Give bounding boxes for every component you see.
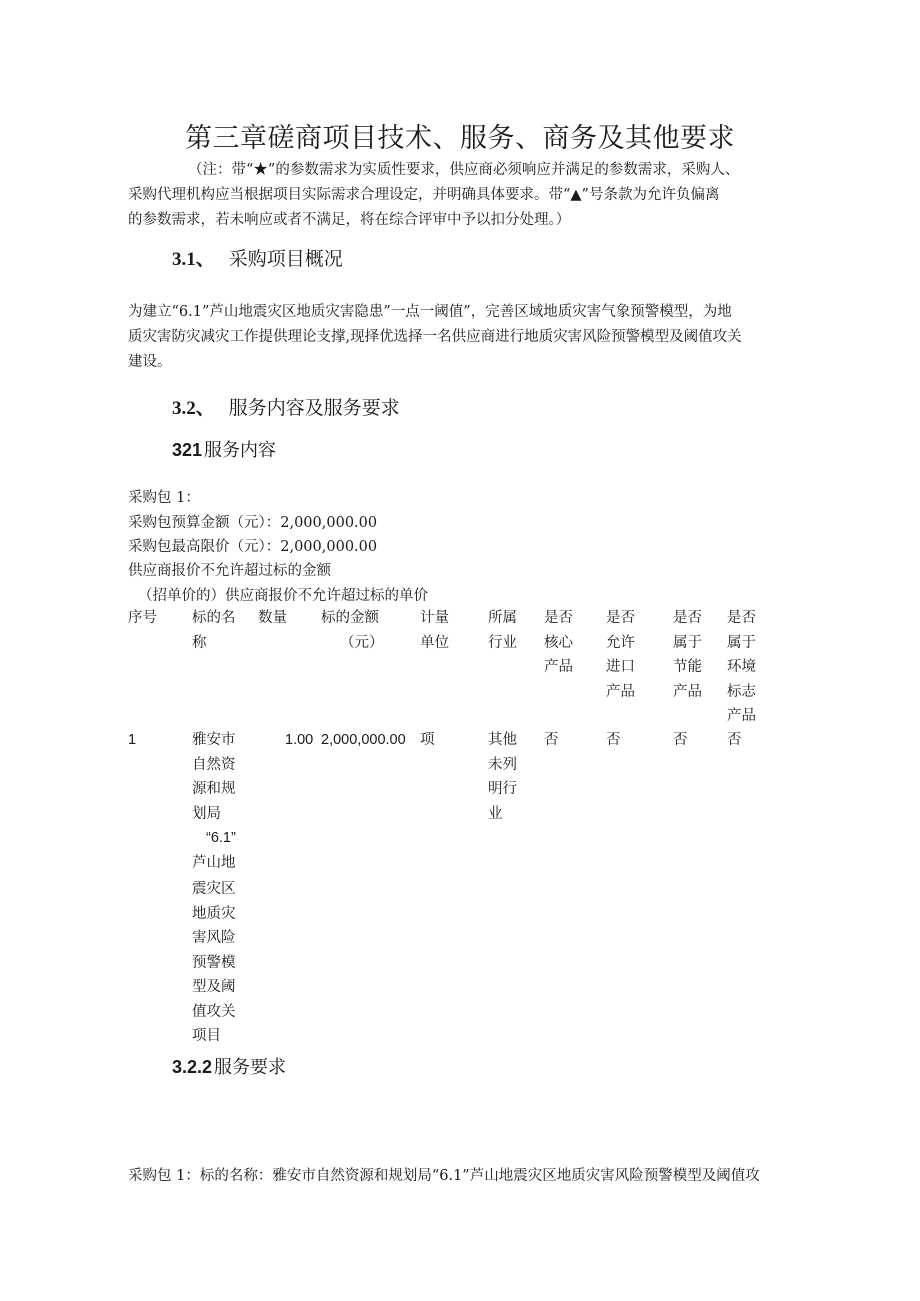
project-overview <box>128 300 793 375</box>
cell-text: 芦山地 <box>192 854 236 871</box>
header-text: 是否 <box>673 610 702 626</box>
header-text: 产品 <box>727 708 756 724</box>
cell-industry <box>488 728 517 826</box>
section-title: 服务内容 <box>204 440 277 461</box>
cell-amount: 2,000,000.00 <box>321 732 406 748</box>
header-text: 单位 <box>420 634 449 651</box>
section-number: 3.2.2 <box>172 1057 213 1077</box>
section-title: 服务内容及服务要求 <box>228 397 400 419</box>
cell-text: 未列 <box>488 756 517 773</box>
note-line-3: 的参数需求，若未响应或者不满足，将在综合评审中予以扣分处理。） <box>128 212 571 228</box>
header-unit <box>420 606 449 655</box>
cell-text: 其他 <box>488 732 517 748</box>
header-text: 标志 <box>727 683 756 700</box>
header-text: 序号 <box>128 610 157 626</box>
cell-energy: 否 <box>673 732 688 748</box>
header-text: 是否 <box>606 610 635 626</box>
cell-name-continued <box>192 877 236 1049</box>
header-text: 数量 <box>258 610 287 626</box>
header-text: 环境 <box>727 659 756 675</box>
package-rule-2: （招单价的）供应商报价不允许超过标的单价 <box>138 588 428 604</box>
cell-unit: 项 <box>420 732 435 748</box>
header-text: 计量 <box>420 610 449 626</box>
header-text: 是否 <box>544 610 573 626</box>
section-title: 采购项目概况 <box>228 248 343 270</box>
header-energy <box>673 606 702 704</box>
header-text: 称 <box>192 634 207 651</box>
header-text: 所属 <box>488 610 517 626</box>
cell-qty: 1.00 <box>285 732 314 748</box>
section-3-1-heading <box>172 244 343 271</box>
page-title: 第三章磋商项目技术、服务、商务及其他要求 <box>185 123 735 154</box>
header-text: 标的名 <box>192 610 236 626</box>
cell-text: 明行 <box>488 781 517 797</box>
header-text: 产品 <box>544 659 573 675</box>
header-text: 标的金额 <box>321 610 379 626</box>
section-3-2-1-heading <box>172 436 276 462</box>
overview-line-2: 质灾害防灾减灾工作提供理论支撑,现择优选择一名供应商进行地质灾害风险预警模型及阈值攻关 <box>128 329 742 345</box>
header-qty <box>258 606 287 631</box>
cell-text: 震灾区 <box>192 881 236 897</box>
requirement-note <box>128 158 793 233</box>
cell-text: 业 <box>488 805 503 822</box>
cell-seq: 1 <box>128 732 137 748</box>
header-text: 产品 <box>606 683 635 700</box>
cell-core: 否 <box>544 732 559 748</box>
header-text: 属于 <box>673 634 702 651</box>
cell-text: 自然资 <box>192 756 236 773</box>
cell-text: 值攻关 <box>192 1003 236 1020</box>
package-rule-1: 供应商报价不允许超过标的金额 <box>128 563 331 579</box>
header-text: 产品 <box>673 683 702 700</box>
section-number: 3.2、 <box>172 398 215 419</box>
header-text: 属于 <box>727 634 756 651</box>
section-title: 服务要求 <box>214 1057 287 1078</box>
header-amount <box>321 606 384 655</box>
section-number: 321 <box>172 440 203 460</box>
section-3-2-heading <box>172 393 400 420</box>
overview-line-1: 为建立“6.1”芦山地震灾区地质灾害隐患”一点一阈值”，完善区域地质灾害气象预警模型，为地 <box>128 304 732 320</box>
header-text: 是否 <box>727 610 756 626</box>
header-text: 节能 <box>673 659 702 675</box>
header-text: 允许 <box>606 634 635 651</box>
header-eco <box>727 606 756 729</box>
package-label: 采购包 1： <box>128 490 200 506</box>
cell-text: 源和规 <box>192 781 236 797</box>
header-text: 核心 <box>544 634 573 651</box>
cell-import: 否 <box>606 732 621 748</box>
package-max-price: 采购包最高限价（元）：2,000,000.00 <box>128 539 378 555</box>
note-line-2: 采购代理机构应当根据项目实际需求合理设定，并明确具体要求。带“▲”号条款为允许负偏离 <box>128 187 720 203</box>
section-3-2-2-heading <box>172 1053 286 1079</box>
package-budget: 采购包预算金额（元）：2,000,000.00 <box>128 515 378 531</box>
cell-text: 地质灾 <box>192 905 236 922</box>
section-number: 3.1、 <box>172 249 215 270</box>
header-industry <box>488 606 517 655</box>
header-text: 进口 <box>606 659 635 675</box>
cell-text: 项目 <box>192 1028 221 1044</box>
cell-text: 害风险 <box>192 930 236 946</box>
header-text: 行业 <box>488 634 517 651</box>
cell-eco: 否 <box>727 732 742 748</box>
cell-text: 划局 <box>192 805 221 822</box>
cell-text: 雅安市 <box>192 732 236 748</box>
cell-text: 型及阈 <box>192 979 236 995</box>
header-name <box>192 606 236 655</box>
overview-line-3: 建设。 <box>128 354 172 370</box>
cell-text: “6.1” <box>206 830 236 846</box>
header-import <box>606 606 635 704</box>
header-core <box>544 606 573 680</box>
note-line-1: （注：带“★”的参数需求为实质性要求，供应商必须响应并满足的参数需求，采购人、 <box>188 162 740 178</box>
footer-line: 采购包 1：标的名称：雅安市自然资源和规划局“6.1”芦山地震灾区地质灾害风险预警模型及阈值攻 <box>128 1168 760 1184</box>
header-text: （元） <box>340 634 384 651</box>
header-seq <box>128 606 157 631</box>
cell-name <box>192 728 236 875</box>
cell-text: 预警模 <box>192 954 236 971</box>
